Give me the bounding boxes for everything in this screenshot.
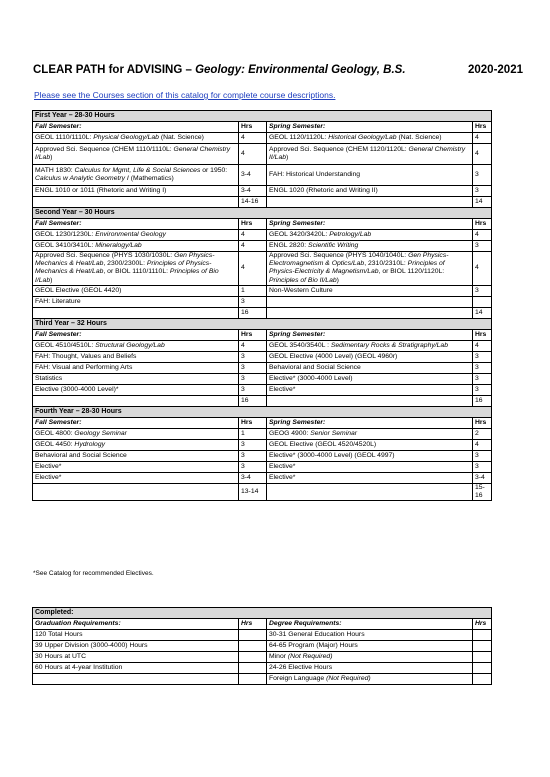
spring-hrs-header: Hrs — [473, 417, 492, 428]
spring-course — [267, 285, 473, 296]
fall-course — [33, 428, 239, 439]
spring-course-text: GEOL Elective (4000 Level) (GEOL 4960r) — [269, 352, 398, 360]
fall-course-note: or 1950: — [200, 166, 228, 174]
year-section — [33, 406, 492, 417]
graduation-hours[interactable] — [239, 652, 267, 663]
fall-course — [33, 373, 239, 384]
fall-course-title: Environmental Geology — [95, 230, 166, 238]
fall-course-note: (Mathematics) — [128, 175, 174, 182]
fall-course — [33, 230, 239, 241]
fall-course — [33, 384, 239, 395]
requirement-row — [33, 652, 492, 663]
degree-hrs-header: Hrs — [473, 619, 492, 630]
spring-course-note: , 2310/2310L: — [364, 260, 408, 268]
spring-course-text: GEOL 3420/3420L: — [269, 230, 330, 238]
fall-course-title: General Chemistry I/Lab — [35, 145, 231, 161]
spring-hours: 3 — [473, 384, 492, 395]
fall-course — [33, 133, 239, 144]
spring-hours: 3 — [473, 285, 492, 296]
fall-hrs-header: Hrs — [239, 329, 267, 340]
fall-semester-header: Fall Semester: — [33, 219, 239, 230]
course-row — [33, 186, 492, 197]
spring-course-text: ENGL 1020 (Rhetoric and Writing II) — [269, 186, 378, 194]
year-section — [33, 111, 492, 122]
fall-course-title: Mineralogy/Lab — [95, 241, 142, 249]
spring-course-text: GEOL 1120/1120L: — [269, 133, 329, 141]
fall-course — [33, 285, 239, 296]
fall-semester-header: Fall Semester: — [33, 329, 239, 340]
fall-course-text: GEOL 4510/4510L: — [35, 341, 96, 349]
spring-hours: 3 — [473, 373, 492, 384]
fall-course-title: Principles of Bio I/Lab — [35, 268, 219, 284]
fall-hours: 3 — [239, 373, 267, 384]
graduation-hours[interactable] — [239, 641, 267, 652]
graduation-requirement: 120 Total Hours — [33, 630, 239, 641]
course-row — [33, 133, 492, 144]
degree-requirement — [267, 641, 473, 652]
year-section — [33, 208, 492, 219]
spring-course-title: Historical Geology/Lab — [328, 133, 397, 141]
fall-course-text: MATH 1830: — [35, 166, 75, 174]
graduation-requirement: 39 Upper Division (3000-4000) Hours — [33, 641, 239, 652]
spring-total-hours: 14 — [473, 307, 492, 318]
year-title: First Year – 28-30 Hours — [33, 111, 492, 122]
fall-course-note: , 2300/2300L: — [103, 260, 147, 268]
semester-header-row — [33, 329, 492, 340]
year-title: Third Year – 32 Hours — [33, 318, 492, 329]
fall-hours: 3-4 — [239, 186, 267, 197]
total-row — [33, 483, 492, 500]
requirement-row — [33, 674, 492, 685]
spring-course-title: Principles of Physics-Electricity & Magnetism/Lab — [269, 260, 445, 276]
fall-course-text: Approved Sci. Sequence (CHEM 1110/1110L: — [35, 145, 174, 153]
degree-requirement-text: Minor — [269, 652, 288, 660]
title-prefix: CLEAR PATH for ADVISING – — [33, 64, 196, 76]
year-title: Fourth Year – 28-30 Hours — [33, 406, 492, 417]
degree-requirement-text: Foreign Language — [269, 674, 327, 682]
fall-course-text: FAH: Thought, Values and Beliefs — [35, 352, 137, 360]
fall-course-text: Approved Sci. Sequence (PHYS 1030/1030L: — [35, 252, 175, 259]
spring-semester-header: Spring Semester: — [267, 417, 473, 428]
fall-course-note: ) — [50, 276, 53, 284]
course-row — [33, 241, 492, 252]
graduation-requirement: 60 Hours at 4-year Institution — [33, 663, 239, 674]
spring-course-text: GEOG 4900: — [269, 429, 311, 437]
total-spacer — [33, 197, 239, 208]
spring-course-text: Elective* (3000-4000 Level) (GEOL 4997) — [269, 451, 395, 459]
fall-course — [33, 439, 239, 450]
fall-course-title: Hydrology — [74, 440, 106, 448]
course-row — [33, 461, 492, 472]
fall-course — [33, 362, 239, 373]
fall-course — [33, 241, 239, 252]
spring-course — [267, 461, 473, 472]
degree-requirement-text: 24-26 Elective Hours — [269, 663, 333, 671]
course-row — [33, 450, 492, 461]
degree-requirement — [267, 652, 473, 663]
semester-header-row — [33, 219, 492, 230]
spring-course — [267, 340, 473, 351]
fall-course-text: GEOL 1110/1110L: — [35, 133, 94, 141]
degree-requirement-note: (Not Required) — [287, 652, 333, 660]
spring-hours: 4 — [473, 340, 492, 351]
course-row — [33, 373, 492, 384]
fall-course — [33, 461, 239, 472]
spring-course-text: ENGL 2820: — [269, 241, 309, 249]
spring-hrs-header: Hrs — [473, 122, 492, 133]
spring-course — [267, 241, 473, 252]
spring-course — [267, 133, 473, 144]
degree-hours[interactable] — [473, 630, 492, 641]
fall-course-note: ) — [50, 154, 53, 161]
fall-course-text: GEOL 4450: — [35, 440, 75, 448]
spring-course-text: Approved Sci. Sequence (CHEM 1120/1120L: — [269, 145, 409, 153]
fall-course — [33, 252, 239, 286]
graduation-requirement — [33, 674, 239, 685]
fall-hours: 3 — [239, 384, 267, 395]
course-row — [33, 285, 492, 296]
fall-course-title: Calculus for Mgmt, Life & Social Sciences — [74, 166, 201, 174]
catalog-link[interactable]: Please see the Courses section of this catalog for complete course descriptions. — [34, 90, 336, 100]
fall-hours: 4 — [239, 144, 267, 165]
fall-hrs-header: Hrs — [239, 417, 267, 428]
course-row — [33, 165, 492, 186]
degree-hours[interactable] — [473, 663, 492, 674]
fall-hours: 3 — [239, 450, 267, 461]
total-spacer — [33, 483, 239, 500]
electives-note: *See Catalog for recommended Electives. — [33, 570, 154, 577]
fall-course-title: Geology Seminar — [74, 429, 127, 437]
course-row — [33, 340, 492, 351]
fall-course — [33, 450, 239, 461]
spring-course-text: Approved Sci. Sequence (PHYS 1040/1040L: — [269, 252, 409, 259]
spring-hours: 4 — [473, 230, 492, 241]
spring-course — [267, 373, 473, 384]
spring-course — [267, 362, 473, 373]
fall-course-text: Elective* — [35, 462, 62, 470]
degree-requirement-text: 64-65 Program (Major) Hours — [269, 641, 358, 649]
spring-course-title: Petrology/Lab — [329, 230, 372, 238]
degree-requirement — [267, 674, 473, 685]
fall-course-text: FAH: Visual and Performing Arts — [35, 363, 133, 371]
fall-total-hours: 16 — [239, 395, 267, 406]
total-spacer — [267, 307, 473, 318]
fall-course-note: , or BIOL 1110/1110L: — [103, 268, 170, 276]
course-row — [33, 252, 492, 286]
spring-course — [267, 186, 473, 197]
spring-course-text: Elective* — [269, 473, 296, 481]
fall-course-text: Elective (3000-4000 Level)* — [35, 385, 119, 393]
spring-hours: 3 — [473, 461, 492, 472]
total-spacer — [267, 395, 473, 406]
spring-course-title: Principles of Bio II/Lab — [269, 276, 337, 284]
spring-hours: 4 — [473, 144, 492, 165]
semester-header-row — [33, 417, 492, 428]
spring-total-hours: 15-16 — [473, 483, 492, 500]
fall-hours: 3 — [239, 351, 267, 362]
total-spacer — [33, 307, 239, 318]
spring-course-text: GEOL Elective (GEOL 4520/4520L) — [269, 440, 377, 448]
fall-course-title: Calculus w Analytic Geometry I — [35, 175, 129, 182]
fall-hours: 4 — [239, 241, 267, 252]
total-row — [33, 395, 492, 406]
spring-course-title: Gen Physics-Electromagnetism & Optics/Lab — [269, 252, 449, 268]
spring-course — [267, 144, 473, 165]
spring-course-title: General Chemistry II/Lab — [269, 145, 466, 161]
degree-requirement-note: (Not Required) — [326, 674, 371, 682]
spring-semester-header: Spring Semester: — [267, 329, 473, 340]
spring-hours: 3 — [473, 165, 492, 186]
fall-semester-header: Fall Semester: — [33, 122, 239, 133]
fall-course — [33, 186, 239, 197]
course-row — [33, 230, 492, 241]
spring-hours: 3-4 — [473, 472, 492, 483]
spring-hours: 4 — [473, 252, 492, 286]
fall-course — [33, 351, 239, 362]
degree-hours[interactable] — [473, 641, 492, 652]
spring-course — [267, 450, 473, 461]
graduation-requirement: 30 Hours at UTC — [33, 652, 239, 663]
spring-hours: 3 — [473, 450, 492, 461]
fall-course-text: Behavioral and Social Science — [35, 451, 127, 459]
course-row — [33, 144, 492, 165]
requirement-row — [33, 641, 492, 652]
fall-hours: 4 — [239, 252, 267, 286]
course-row — [33, 362, 492, 373]
spring-hours: 3 — [473, 241, 492, 252]
fall-total-hours: 16 — [239, 307, 267, 318]
spring-hours: 3 — [473, 362, 492, 373]
fall-course-title: Gen Physics-Mechanics & Heat/Lab — [35, 252, 215, 268]
spring-hours — [473, 296, 492, 307]
degree-requirement — [267, 630, 473, 641]
spring-course — [267, 230, 473, 241]
fall-course — [33, 296, 239, 307]
fall-course-title: Physical Geology/Lab — [93, 133, 159, 141]
fall-hours: 3 — [239, 362, 267, 373]
course-row — [33, 296, 492, 307]
total-row — [33, 197, 492, 208]
spring-course-note: ) — [336, 276, 339, 284]
fall-course — [33, 472, 239, 483]
fall-total-hours: 13-14 — [239, 483, 267, 500]
spring-course — [267, 428, 473, 439]
spring-hours: 2 — [473, 428, 492, 439]
fall-hours: 1 — [239, 285, 267, 296]
spring-course — [267, 384, 473, 395]
fall-course-text: GEOL 4800: — [35, 429, 75, 437]
fall-course-text: GEOL Elective (GEOL 4420) — [35, 286, 122, 294]
spring-hrs-header: Hrs — [473, 219, 492, 230]
requirement-row — [33, 663, 492, 674]
graduation-hours[interactable] — [239, 630, 267, 641]
year-section — [33, 318, 492, 329]
fall-course-text: GEOL 1230/1230L: — [35, 230, 96, 238]
spring-course-note: (Nat. Science) — [396, 133, 442, 141]
completed-title: Completed: — [33, 608, 492, 619]
spring-course-text: Non-Western Culture — [269, 286, 333, 294]
course-row — [33, 439, 492, 450]
fall-hours: 3-4 — [239, 472, 267, 483]
spring-course — [267, 165, 473, 186]
fall-course-text: Elective* — [35, 473, 62, 481]
spring-course-text: GEOL 3540/3540L : — [269, 341, 331, 349]
spring-hours: 4 — [473, 133, 492, 144]
fall-course-text: FAH: Literature — [35, 297, 81, 305]
spring-course — [267, 351, 473, 362]
completed-requirements-table — [32, 607, 492, 685]
spring-course — [267, 252, 473, 286]
fall-course-title: Structural Geology/Lab — [95, 341, 165, 349]
spring-hours: 3 — [473, 186, 492, 197]
total-spacer — [267, 483, 473, 500]
grad-hrs-header: Hrs — [239, 619, 267, 630]
page-header — [33, 64, 523, 82]
course-row — [33, 351, 492, 362]
spring-semester-header: Spring Semester: — [267, 122, 473, 133]
spring-course — [267, 472, 473, 483]
spring-course-text: FAH: Historical Understanding — [269, 170, 361, 178]
graduation-hours[interactable] — [239, 663, 267, 674]
spring-course — [267, 296, 473, 307]
spring-course-text: Behavioral and Social Science — [269, 363, 361, 371]
spring-hours: 3 — [473, 351, 492, 362]
fall-hrs-header: Hrs — [239, 122, 267, 133]
fall-total-hours: 14-16 — [239, 197, 267, 208]
fall-hours: 4 — [239, 133, 267, 144]
spring-hrs-header: Hrs — [473, 329, 492, 340]
degree-requirement-text: 30-31 General Education Hours — [269, 630, 365, 638]
total-spacer — [33, 395, 239, 406]
spring-course-text: Elective* (3000-4000 Level) — [269, 374, 353, 382]
fall-course-note: (Nat. Science) — [158, 133, 204, 141]
fall-course-title: Principles of Physics-Mechanics & Heat/Lab — [35, 260, 212, 276]
course-row — [33, 428, 492, 439]
spring-hours: 4 — [473, 439, 492, 450]
fall-hours: 4 — [239, 230, 267, 241]
fall-hours: 3 — [239, 439, 267, 450]
spring-course-title: Senior Seminar — [310, 429, 358, 437]
requirement-row — [33, 630, 492, 641]
course-row — [33, 472, 492, 483]
spring-semester-header: Spring Semester: — [267, 219, 473, 230]
degree-requirements-header: Degree Requirements: — [267, 619, 473, 630]
page-title — [33, 64, 406, 76]
fall-course — [33, 340, 239, 351]
program-name: Geology: Environmental Geology, B.S. — [195, 64, 406, 76]
spring-course-text: Elective* — [269, 385, 296, 393]
course-row — [33, 384, 492, 395]
semester-header-row — [33, 122, 492, 133]
fall-hours: 3 — [239, 296, 267, 307]
fall-hours: 3-4 — [239, 165, 267, 186]
fall-course — [33, 144, 239, 165]
fall-course-text: GEOL 3410/3410L: — [35, 241, 96, 249]
spring-course-note: ) — [286, 154, 289, 161]
fall-semester-header: Fall Semester: — [33, 417, 239, 428]
spring-total-hours: 16 — [473, 395, 492, 406]
fall-hours: 4 — [239, 340, 267, 351]
fall-hours: 1 — [239, 428, 267, 439]
graduation-hours[interactable] — [239, 674, 267, 685]
fall-hours: 3 — [239, 461, 267, 472]
grad-requirements-header: Graduation Requirements: — [33, 619, 239, 630]
degree-requirement — [267, 663, 473, 674]
year-title: Second Year – 30 Hours — [33, 208, 492, 219]
total-row — [33, 307, 492, 318]
spring-total-hours: 14 — [473, 197, 492, 208]
spring-course-title: Sedimentary Rocks & Stratigraphy/Lab — [330, 341, 448, 349]
spring-course — [267, 439, 473, 450]
catalog-year: 2020-2021 — [468, 64, 523, 76]
fall-course-text: Statistics — [35, 374, 63, 382]
fall-hrs-header: Hrs — [239, 219, 267, 230]
degree-hours[interactable] — [473, 674, 492, 685]
total-spacer — [267, 197, 473, 208]
four-year-plan-table — [32, 110, 492, 501]
fall-course-text: ENGL 1010 or 1011 (Rhetoric and Writing I) — [35, 186, 167, 194]
spring-course-text: Elective* — [269, 462, 296, 470]
degree-hours[interactable] — [473, 652, 492, 663]
spring-course-title: Scientific Writing — [308, 241, 359, 249]
spring-course-note: , or BIOL 1120/1120L: — [378, 268, 445, 276]
fall-course — [33, 165, 239, 186]
